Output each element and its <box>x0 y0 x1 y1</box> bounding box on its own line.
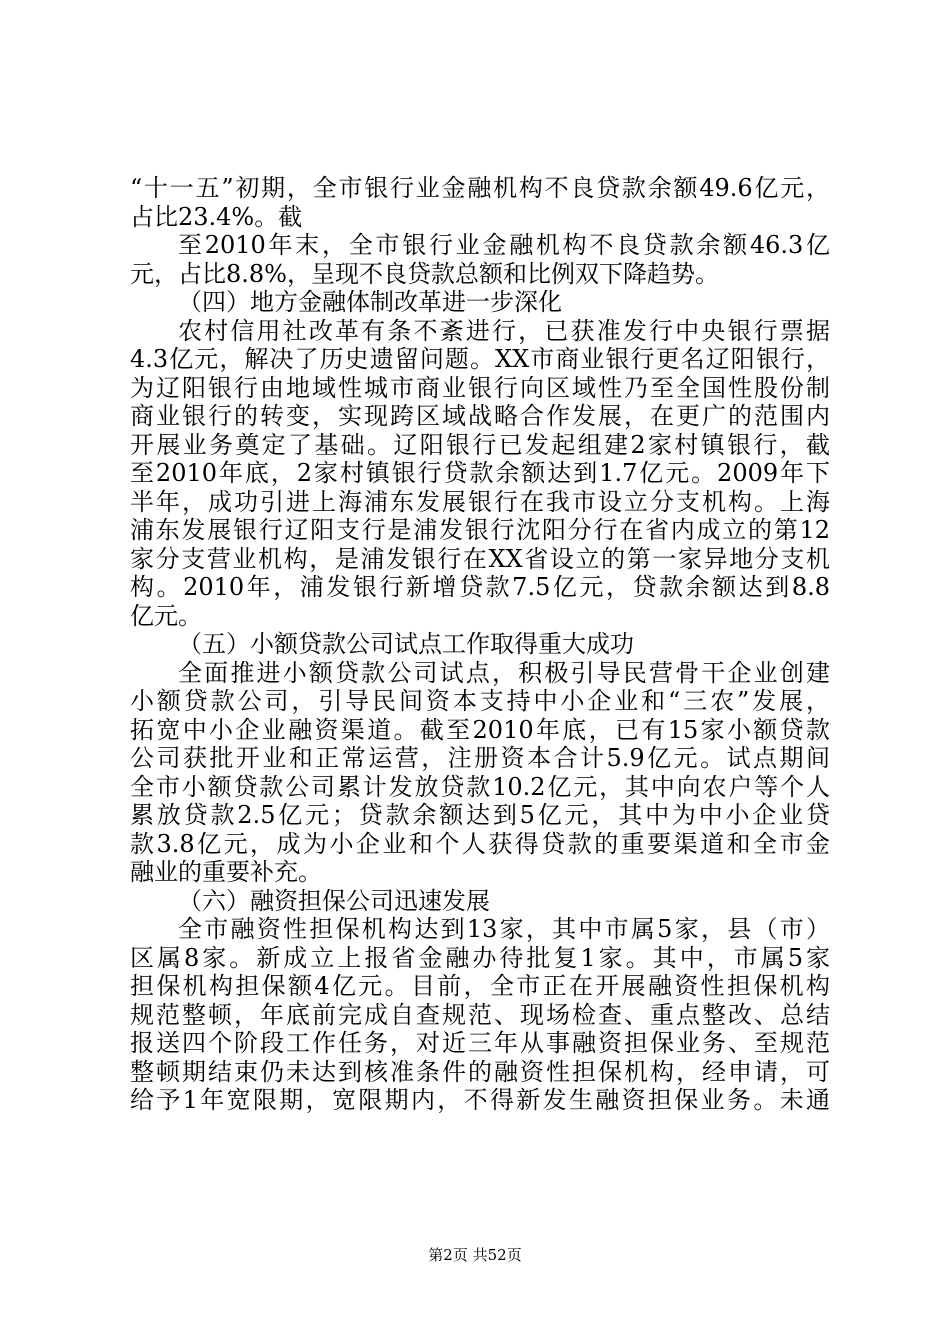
page-footer <box>0 1244 950 1265</box>
text-line: 商业银行的转变，实现跨区域战略合作发展，在更广的范围内 <box>130 402 830 430</box>
text-line: 全市小额贷款公司累计发放贷款10.2亿元，其中向农户等个人 <box>130 772 830 801</box>
text-line: 融业的重要补充。 <box>130 858 322 886</box>
text-line: 整顿期结束仍未达到核准条件的融资性担保机构，经申请，可 <box>130 1057 830 1086</box>
text-line: 亿元。 <box>130 601 202 630</box>
text-line: 浦东发展银行辽阳支行是浦发银行沈阳分行在省内成立的第12 <box>130 516 830 544</box>
text-line: 区属8家。新成立上报省金融办待批复1家。其中，市属5家 <box>130 943 830 972</box>
text-line: 拓宽中小企业融资渠道。截至2010年底，已有15家小额贷款 <box>130 715 830 744</box>
section-heading: （六）融资担保公司迅速发展 <box>178 886 490 915</box>
section-heading: （四）地方金融体制改革进一步深化 <box>178 288 562 316</box>
text-line: 款3.8亿元，成为小企业和个人获得贷款的重要渠道和全市金 <box>130 829 830 858</box>
text-line: 报送四个阶段工作任务，对近三年从事融资担保业务、至规范 <box>130 1029 830 1057</box>
text-line: 规范整顿，年底前完成自查规范、现场检查、重点整改、总结 <box>130 1000 830 1029</box>
text-line: 家分支营业机构，是浦发银行在XX省设立的第一家异地分支机 <box>130 544 830 573</box>
text-line: 农村信用社改革有条不紊进行，已获准发行中央银行票据 <box>178 316 830 345</box>
text-line: 开展业务奠定了基础。辽阳银行已发起组建2家村镇银行，截 <box>130 430 830 459</box>
text-line: 至2010年底，2家村镇银行贷款余额达到1.7亿元。2009年下 <box>130 459 830 487</box>
text-line: 4.3亿元，解决了历史遗留问题。XX市商业银行更名辽阳银行， <box>130 345 830 373</box>
text-line: “十一五”初期，全市银行业金融机构不良贷款余额49.6亿元， <box>130 174 830 202</box>
text-line: 为辽阳银行由地域性城市商业银行向区域性乃至全国性股份制 <box>130 373 830 402</box>
text-line: 小额贷款公司，引导民间资本支持中小企业和“三农”发展， <box>130 687 830 715</box>
section-heading: （五）小额贷款公司试点工作取得重大成功 <box>178 630 634 658</box>
text-line: 半年，成功引进上海浦东发展银行在我市设立分支机构。上海 <box>130 487 830 516</box>
document-body <box>130 174 830 1115</box>
text-line: 占比23.4%。截 <box>130 202 303 231</box>
text-line: 至2010年末，全市银行业金融机构不良贷款余额46.3亿 <box>178 231 830 259</box>
text-line: 全市融资性担保机构达到13家，其中市属5家，县（市） <box>178 915 830 943</box>
text-line: 构。2010年，浦发银行新增贷款7.5亿元，贷款余额达到8.8 <box>130 573 830 601</box>
text-line: 公司获批开业和正常运营，注册资本合计5.9亿元。试点期间 <box>130 744 830 772</box>
text-line: 全面推进小额贷款公司试点，积极引导民营骨干企业创建 <box>178 658 830 687</box>
text-line: 给予1年宽限期，宽限期内，不得新发生融资担保业务。未通 <box>130 1086 830 1114</box>
text-line: 担保机构担保额4亿元。目前，全市正在开展融资性担保机构 <box>130 972 830 1000</box>
page-number-label: 第2页 共52页 <box>428 1246 522 1264</box>
text-line: 累放贷款2.5亿元；贷款余额达到5亿元，其中为中小企业贷 <box>130 801 830 829</box>
text-line: 元，占比8.8%，呈现不良贷款总额和比例双下降趋势。 <box>130 259 719 288</box>
